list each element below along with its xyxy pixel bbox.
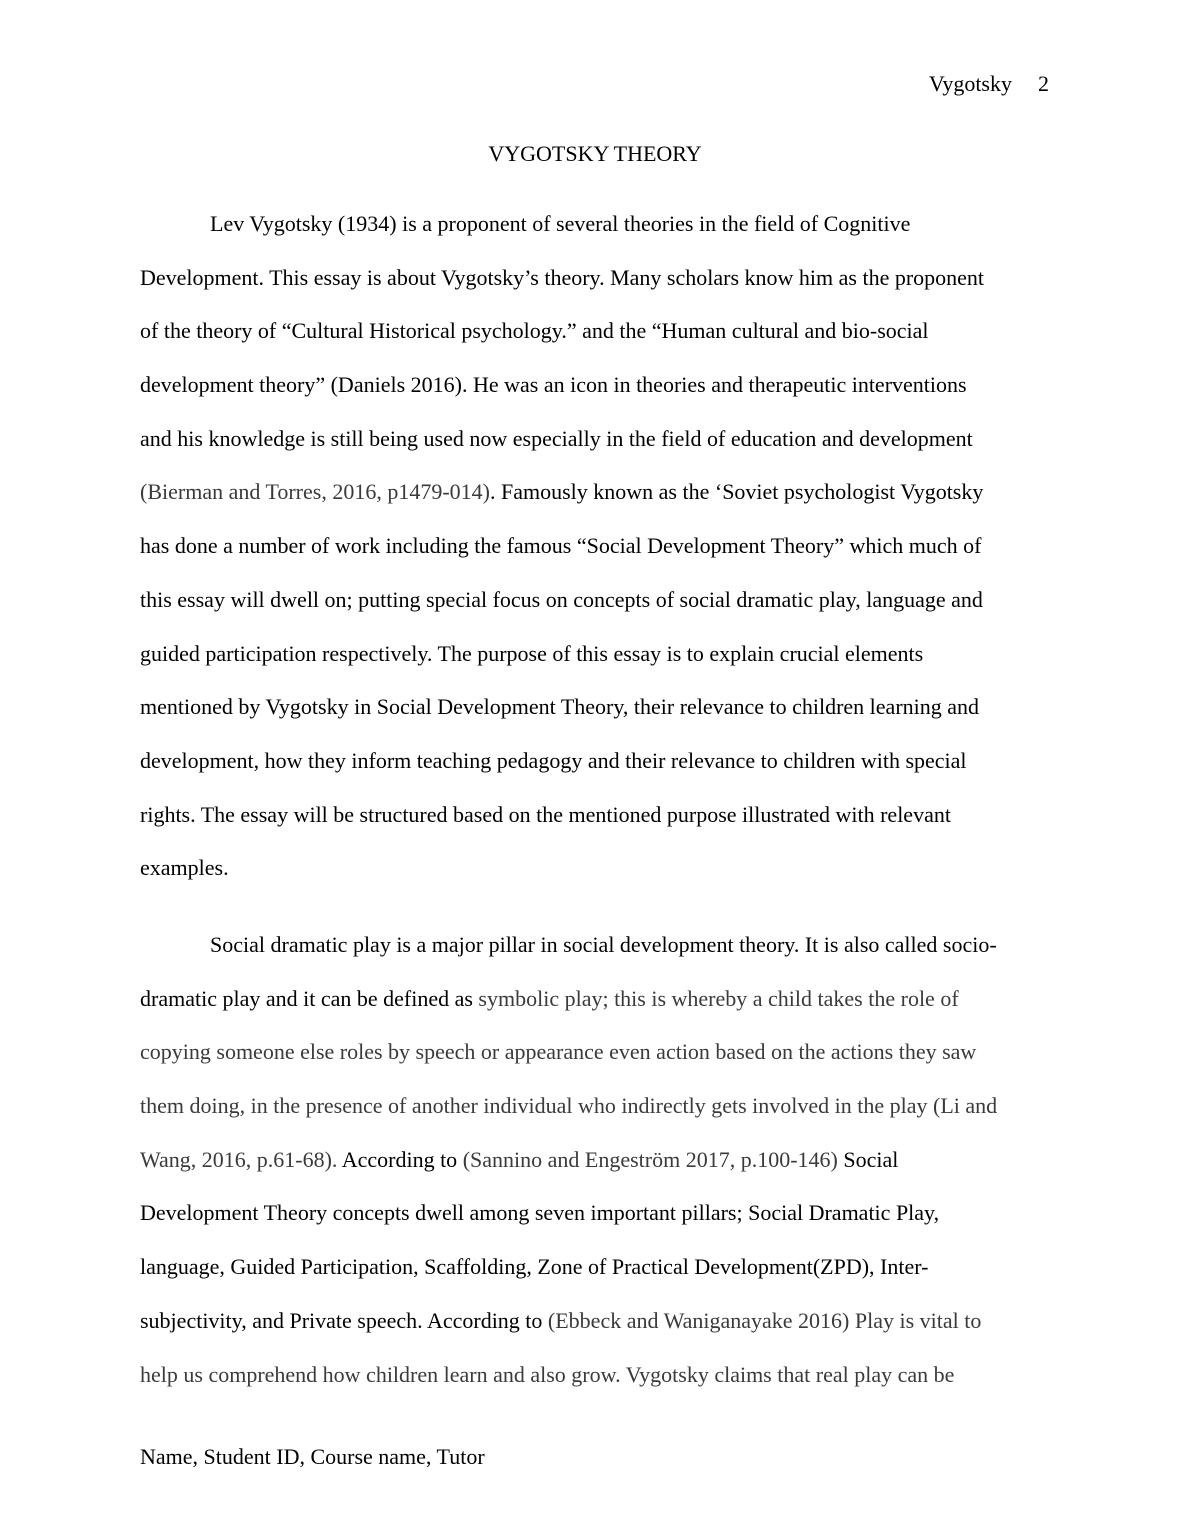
- paragraph-text: subjectivity, and Private speech. According to: [140, 1307, 548, 1333]
- paragraph-line: development theory” (Daniels 2016). He was an icon in theories and therapeutic interventions: [140, 372, 967, 398]
- paragraph-text: Social: [837, 1146, 899, 1172]
- running-head-title: Vygotsky: [928, 71, 1012, 96]
- paragraph-line: rights. The essay will be structured based on the mentioned purpose illustrated with relevant: [140, 801, 951, 827]
- citation-li-wang: Wang, 2016, p.61-68).: [140, 1146, 342, 1172]
- paragraph-line: Development Theory concepts dwell among seven important pillars; Social Dramatic Play,: [140, 1200, 940, 1226]
- paragraph-line: of the theory of “Cultural Historical psychology.” and the “Human cultural and bio-social: [140, 318, 929, 344]
- citation-ebbeck: (Ebbeck and Waniganayake 2016) Play is vital to: [547, 1307, 982, 1333]
- quoted-text: symbolic play; this is whereby a child takes the role of: [478, 985, 959, 1011]
- paragraph-text: According to: [341, 1146, 463, 1172]
- page-footer: Name, Student ID, Course name, Tutor: [140, 1444, 485, 1469]
- paragraph-line: Social dramatic play is a major pillar in social development theory. It is also called socio-: [210, 932, 997, 957]
- paragraph-line: copying someone else roles by speech or appearance even action based on the actions they saw: [140, 1039, 977, 1065]
- paragraph-social-dramatic-play: [140, 918, 1052, 1401]
- paragraph-line: [140, 972, 1052, 1026]
- paragraph-line: help us comprehend how children learn and also grow. Vygotsky claims that real play can be: [140, 1361, 955, 1387]
- paragraph-line-with-citation: [140, 465, 1052, 519]
- page-number: 2: [1038, 71, 1049, 96]
- paragraph-line: [140, 1133, 1052, 1187]
- paragraph-line: Development. This essay is about Vygotsky’s theory. Many scholars know him as the proponent: [140, 264, 985, 290]
- paragraph-text: . Famously known as the ‘Soviet psychologist Vygotsky: [489, 479, 984, 505]
- citation-sannino: (Sannino and Engeström 2017, p.100-146): [462, 1146, 838, 1172]
- paragraph-line: mentioned by Vygotsky in Social Development Theory, their relevance to children learning and: [140, 694, 980, 720]
- running-header: [929, 70, 1049, 98]
- paragraph-line: examples.: [140, 855, 229, 881]
- paragraph-line: development, how they inform teaching pedagogy and their relevance to children with special: [140, 747, 967, 773]
- paragraph-text: dramatic play and it can be defined as: [140, 985, 479, 1011]
- essay-title: VYGOTSKY THEORY: [488, 141, 702, 166]
- paragraph-line: this essay will dwell on; putting special focus on concepts of social dramatic play, language and: [140, 586, 983, 612]
- paragraph-intro: [140, 197, 1052, 895]
- paragraph-line: and his knowledge is still being used now especially in the field of education and development: [140, 425, 973, 451]
- paragraph-line: language, Guided Participation, Scaffolding, Zone of Practical Development(ZPD), Inter-: [140, 1254, 929, 1280]
- paragraph-line: Lev Vygotsky (1934) is a proponent of several theories in the field of Cognitive: [210, 211, 911, 236]
- paragraph-line: guided participation respectively. The purpose of this essay is to explain crucial elements: [140, 640, 924, 666]
- paragraph-line: has done a number of work including the famous “Social Development Theory” which much of: [140, 533, 982, 559]
- paragraph-line: [140, 1294, 1052, 1348]
- paragraph-line: them doing, in the presence of another individual who indirectly gets involved in the play (Li and: [140, 1093, 998, 1119]
- citation-bierman: (Bierman and Torres, 2016, p1479-014): [140, 479, 490, 505]
